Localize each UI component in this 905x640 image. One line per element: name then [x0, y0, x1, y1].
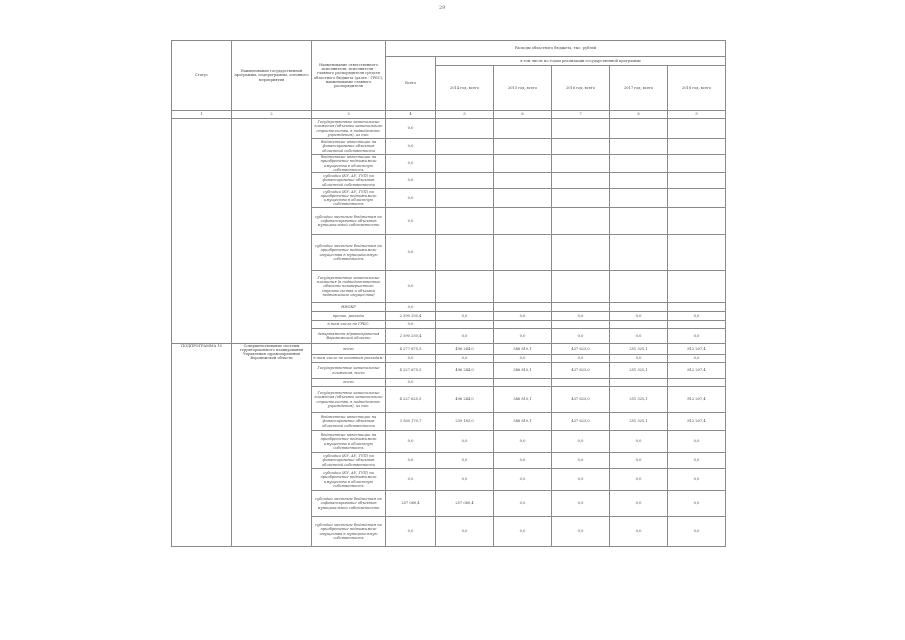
expense-type-label: Государственные капитальные вложения (объекты капитального строительства, в подведомств. учреждения), из них:: [312, 387, 386, 413]
year-value: 0,0: [552, 491, 610, 517]
year-value: [610, 155, 668, 173]
year-value: [494, 119, 552, 139]
expense-type-label: субсидии местным бюджетам на софинансирование объектов муниципальной собственности: [312, 491, 386, 517]
expense-type-label: Государственные капитальные вложения, всего: [312, 363, 386, 379]
expense-type-label: субсидии (КУ, АУ, ГУП) на финансирование объектов областной собственности: [312, 453, 386, 469]
year-value: [436, 155, 494, 173]
year-value: [494, 303, 552, 312]
year-value: [436, 271, 494, 303]
year-value: 812 207,4: [668, 387, 726, 413]
year-value: [436, 189, 494, 208]
year-value: 0,0: [552, 355, 610, 363]
total-value: 257 060,4: [386, 491, 436, 517]
year-value: [668, 139, 726, 155]
total-value: 0,0: [386, 303, 436, 312]
year-value: [552, 119, 610, 139]
year-value: 251 325,1: [610, 387, 668, 413]
year-value: 0,0: [494, 431, 552, 453]
year-value: 0,0: [436, 329, 494, 344]
expense-type-label: Государственные капитальные вложения (в подведомственные объекты незавершенного строительства и объекты недвижимого имущества): [312, 271, 386, 303]
header-year-2016: 2016 год, всего: [552, 66, 610, 111]
budget-table: [171, 40, 726, 547]
total-value: 0,0: [386, 469, 436, 491]
year-value: 0,0: [610, 312, 668, 321]
table-row: [172, 344, 726, 355]
year-value: [552, 139, 610, 155]
header-program-name: Наименование государственной программы, подпрограммы, основного мероприятия: [232, 41, 312, 111]
year-value: 0,0: [436, 453, 494, 469]
subprogram-status: ПОДПРОГРАММА 10: [172, 344, 232, 547]
year-value: 0,0: [552, 329, 610, 344]
expense-type-label: бюджетные инвестиции на приобретение недвижимого имущества в областную собственность: [312, 155, 386, 173]
expense-type-label: бюджетные инвестиции на финансирование объектов областной собственности: [312, 413, 386, 431]
expense-type-label: субсидии местным бюджетам на софинансирование объектов муниципальной собственности: [312, 208, 386, 235]
total-value: 0,0: [386, 453, 436, 469]
year-value: [494, 189, 552, 208]
year-value: [494, 235, 552, 271]
year-value: 0,0: [436, 517, 494, 547]
year-value: [552, 379, 610, 387]
year-value: 546 810,1: [494, 413, 552, 431]
year-value: [552, 155, 610, 173]
year-value: [668, 208, 726, 235]
year-value: [436, 321, 494, 329]
year-value: 0,0: [610, 491, 668, 517]
total-value: 0,0: [386, 208, 436, 235]
year-value: 0,0: [436, 312, 494, 321]
expense-type-label: субсидии местным бюджетам на приобретение недвижимого имущества в муниципальную собственность: [312, 235, 386, 271]
year-value: 251 325,1: [610, 413, 668, 431]
year-value: [552, 173, 610, 189]
index-cell: 1: [172, 111, 232, 119]
year-value: [610, 379, 668, 387]
index-cell: 5: [436, 111, 494, 119]
year-value: [436, 235, 494, 271]
year-value: [436, 173, 494, 189]
year-value: 0,0: [610, 431, 668, 453]
year-value: 0,0: [668, 312, 726, 321]
year-value: 0,0: [610, 355, 668, 363]
year-value: 0,0: [610, 329, 668, 344]
year-value: [610, 321, 668, 329]
year-value: [552, 303, 610, 312]
index-cell: 9: [668, 111, 726, 119]
year-value: [436, 139, 494, 155]
year-value: [610, 303, 668, 312]
year-value: 496 244,0: [436, 344, 494, 355]
total-value: 0,0: [386, 321, 436, 329]
year-value: [668, 379, 726, 387]
year-value: [494, 155, 552, 173]
expense-type-label: всего: [312, 379, 386, 387]
total-value: 4 227 675,5: [386, 363, 436, 379]
total-value: 0,0: [386, 139, 436, 155]
expense-type-label: НИОКР: [312, 303, 386, 312]
index-cell: 2: [232, 111, 312, 119]
total-value: 0,0: [386, 173, 436, 189]
expense-type-label: субсидии (КУ, АУ, ГУП) на финансирование объектов областной собственности: [312, 173, 386, 189]
total-value: 0,0: [386, 517, 436, 547]
year-value: 546 810,1: [494, 387, 552, 413]
year-value: [436, 119, 494, 139]
year-value: [668, 119, 726, 139]
total-value: 4 227 625,5: [386, 387, 436, 413]
year-value: [610, 139, 668, 155]
year-value: 0,0: [436, 469, 494, 491]
year-value: [610, 235, 668, 271]
year-value: [610, 173, 668, 189]
year-value: 0,0: [610, 517, 668, 547]
expense-type-label: субсидии (КУ, АУ, ГУП) на приобретение недвижимого имущества в областную собственность: [312, 189, 386, 208]
year-value: 0,0: [494, 355, 552, 363]
year-value: 496 244,0: [436, 387, 494, 413]
year-value: 437 623,0: [552, 387, 610, 413]
year-value: [668, 303, 726, 312]
total-value: 4 277 675,5: [386, 344, 436, 355]
total-value: 0,0: [386, 235, 436, 271]
year-value: 437 623,0: [552, 363, 610, 379]
index-cell: 3: [312, 111, 386, 119]
year-value: 0,0: [552, 469, 610, 491]
year-value: [436, 208, 494, 235]
header-responsible: Наименование ответственного исполнителя, исполнителя - главного распорядителя средств областного бюджета (далее - ГРБС), наименование главного распорядителя: [312, 41, 386, 111]
header-year-2017: 2017 год, всего: [610, 66, 668, 111]
year-value: 0,0: [494, 453, 552, 469]
year-value: [494, 321, 552, 329]
year-value: [552, 189, 610, 208]
expense-type-label: бюджетные инвестиции на приобретение недвижимого имущества в областную собственность: [312, 431, 386, 453]
year-value: [552, 235, 610, 271]
total-value: 2 590 250,4: [386, 312, 436, 321]
year-value: 239 183,0: [436, 413, 494, 431]
year-value: 0,0: [668, 453, 726, 469]
expense-type-label: бюджетные инвестиции на финансирование объектов областной собственности: [312, 139, 386, 155]
index-cell: 8: [610, 111, 668, 119]
total-value: 0,0: [386, 189, 436, 208]
year-value: 0,0: [494, 312, 552, 321]
total-value: 0,0: [386, 119, 436, 139]
year-value: 0,0: [552, 453, 610, 469]
year-value: 0,0: [668, 491, 726, 517]
year-value: 0,0: [552, 312, 610, 321]
total-value: 0,0: [386, 355, 436, 363]
year-value: 546 810,1: [494, 363, 552, 379]
header-expenses-title: Расходы областного бюджета, тыс. рублей: [386, 41, 726, 57]
year-value: [494, 173, 552, 189]
header-year-2015: 2015 год, всего: [494, 66, 552, 111]
year-value: 0,0: [494, 517, 552, 547]
total-value: 0,0: [386, 271, 436, 303]
total-value: 0,0: [386, 379, 436, 387]
year-value: 0,0: [668, 469, 726, 491]
expense-type-label: департамент здравоохранения Воронежской области: [312, 329, 386, 344]
year-value: 0,0: [552, 431, 610, 453]
status-cell: [172, 119, 232, 344]
year-value: [668, 155, 726, 173]
year-value: [610, 271, 668, 303]
year-value: 0,0: [610, 453, 668, 469]
year-value: 812 207,4: [668, 363, 726, 379]
year-value: [436, 379, 494, 387]
year-value: [552, 271, 610, 303]
header-total: Всего: [386, 57, 436, 111]
total-value: 0,0: [386, 155, 436, 173]
total-value: 0,0: [386, 431, 436, 453]
year-value: 0,0: [494, 491, 552, 517]
year-value: [610, 189, 668, 208]
year-value: 812 207,4: [668, 413, 726, 431]
year-value: 251 325,1: [610, 344, 668, 355]
year-value: 437 623,0: [552, 413, 610, 431]
year-value: [494, 379, 552, 387]
expense-type-label: в том числе по ГРБС:: [312, 321, 386, 329]
expense-type-label: субсидии местным бюджетам на приобретение недвижимого имущества в муниципальную собственность: [312, 517, 386, 547]
index-cell: 6: [494, 111, 552, 119]
expense-type-label: субсидии (КУ, АУ, ГУП) на приобретение недвижимого имущества в областную собственность: [312, 469, 386, 491]
index-cell: 7: [552, 111, 610, 119]
year-value: 0,0: [494, 469, 552, 491]
year-value: [494, 139, 552, 155]
subprogram-name: Совершенствование системы территориального планирования Управления здравоохранения Воронежской области: [232, 344, 312, 547]
year-value: 0,0: [668, 329, 726, 344]
header-year-2018: 2018 год, всего: [668, 66, 726, 111]
year-value: [668, 235, 726, 271]
year-value: [552, 208, 610, 235]
year-value: 812 207,4: [668, 344, 726, 355]
year-value: 0,0: [668, 431, 726, 453]
page-number: 29: [439, 5, 446, 11]
year-value: [668, 271, 726, 303]
year-value: [668, 321, 726, 329]
year-value: 496 244,0: [436, 363, 494, 379]
expense-type-label: Государственные капитальные вложения (объекты капитального строительства, в подведомств. учреждения), из них:: [312, 119, 386, 139]
expense-type-label: прочие, расходы: [312, 312, 386, 321]
year-value: 0,0: [668, 517, 726, 547]
table-row: [172, 119, 726, 139]
year-value: [494, 271, 552, 303]
header-status: Статус: [172, 41, 232, 111]
year-value: [436, 303, 494, 312]
year-value: 0,0: [494, 329, 552, 344]
year-value: 251 325,1: [610, 363, 668, 379]
year-value: 437 623,0: [552, 344, 610, 355]
year-value: [494, 208, 552, 235]
year-value: 0,0: [668, 355, 726, 363]
year-value: 0,0: [552, 517, 610, 547]
program-name-cell: [232, 119, 312, 344]
year-value: 0,0: [436, 431, 494, 453]
total-value: 2 590 250,4: [386, 329, 436, 344]
header-by-years: в том числе по годам реализации государственной программы: [436, 57, 726, 66]
year-value: [668, 189, 726, 208]
year-value: [552, 321, 610, 329]
year-value: [668, 173, 726, 189]
year-value: [610, 208, 668, 235]
year-value: 0,0: [610, 469, 668, 491]
year-value: [610, 119, 668, 139]
index-cell: 4: [386, 111, 436, 119]
year-value: 546 810,1: [494, 344, 552, 355]
expense-type-label: всего: [312, 344, 386, 355]
year-value: 257 060,4: [436, 491, 494, 517]
total-value: 3 560 170,7: [386, 413, 436, 431]
year-value: 0,0: [436, 355, 494, 363]
header-year-2014: 2014 год, всего: [436, 66, 494, 111]
expense-type-label: в том числе по основным расходам:: [312, 355, 386, 363]
